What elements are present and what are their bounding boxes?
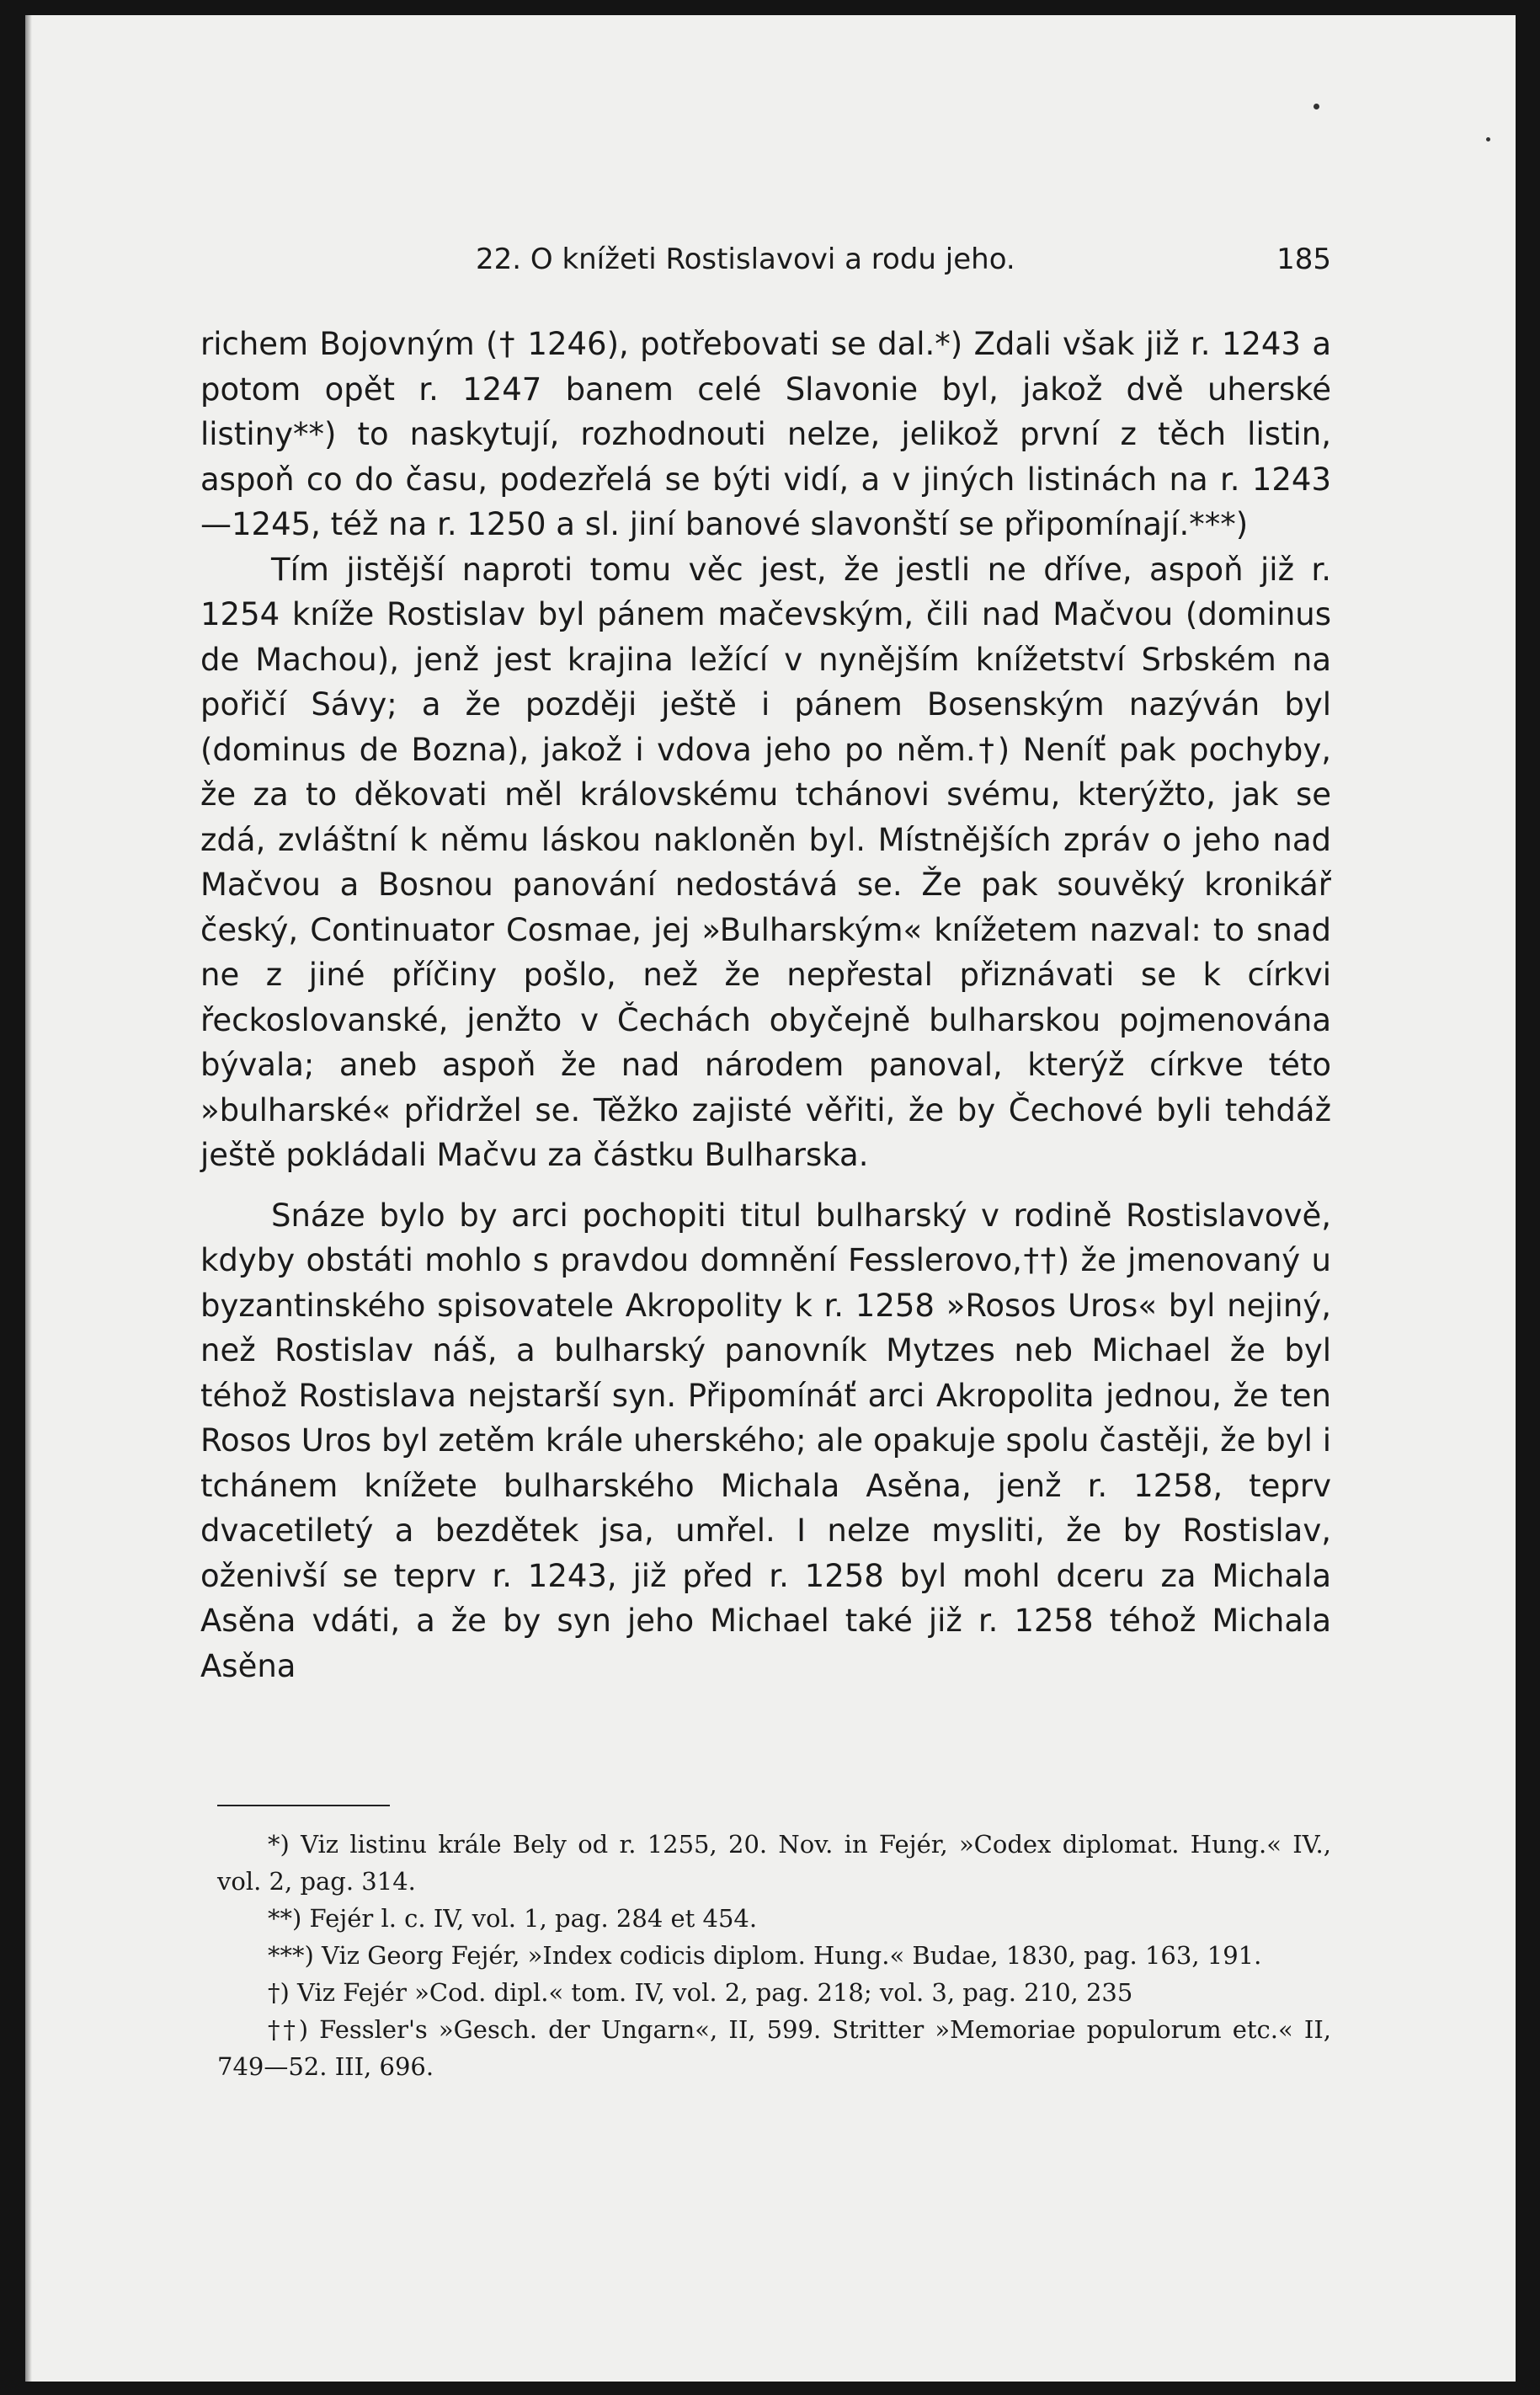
chapter-title: 22. O knížeti Rostislavovi a rodu jeho. bbox=[476, 243, 1015, 276]
paragraph: richem Bojovným († 1246), potřebovati se dal.*) Zdali však již r. 1243 a potom opět r. 1247 banem celé Slavonie byl, jakož dvě uherské listiny**) to naskytují, rozhodnouti nelze, jelikož první z těch listin, aspoň co do času, podezřelá se býti vidí, a v jiných listinách na r. 1243—1245, též na r. 1250 a sl. jiní banové slavonští se připomínají.***) bbox=[200, 326, 1331, 542]
footnote: †) Viz Fejér »Cod. dipl.« tom. IV, vol. 2, pag. 218; vol. 3, pag. 210, 235 bbox=[268, 1978, 1133, 2007]
footnote: ***) Viz Georg Fejér, »Index codicis diplom. Hung.« Budae, 1830, pag. 163, 191. bbox=[268, 1941, 1262, 1970]
print-speck bbox=[1314, 104, 1319, 109]
footnote: ††) Fessler's »Gesch. der Ungarn«, II, 599. Stritter »Memoriae populorum etc.« II, 749—52. III, 696. bbox=[217, 2015, 1331, 2081]
paragraph: Snáze bylo by arci pochopiti titul bulharský v rodině Rostislavově, kdyby obstáti mohlo s pravdou domnění Fesslerovo,††) že jmenovaný u byzantinského spisovatele Akropolity k r. 1258 »Rosos Uros« byl nejiný, než Rostislav náš, a bulharský panovník Mytzes neb Michael že byl téhož Rostislava nejstarší syn. Připomínáť arci Akropolita jednou, že ten Rosos Uros byl zetěm krále uherského; ale opakuje spolu častěji, že byl i tchánem knížete bulharského Michala Asěna, jenž r. 1258, teprv dvacetiletý a bezdětek jsa, umřel. I nelze mysliti, že by Rostislav, oženivší se teprv r. 1243, již před r. 1258 byl mohl dceru za Michala Asěna vdáti, a že by syn jeho Michael také již r. 1258 téhož Michala Asěna bbox=[200, 1197, 1331, 1684]
paragraph: Tím jistější naproti tomu věc jest, že jestli ne dříve, aspoň již r. 1254 kníže Rostislav byl pánem mačevským, čili nad Mačvou (dominus de Machou), jenž jest krajina ležící v nynějším knížetství Srbském na pořičí Sávy; a že později ještě i pánem Bosenským nazýván byl (dominus de Bozna), jakož i vdova jeho po něm.†) Neníť pak pochyby, že za to děkovati měl královskému tchánovi svému, kterýžto, jak se zdá, zvláštní k němu láskou nakloněn byl. Místnějších zpráv o jeho nad Mačvou a Bosnou panování nedostává se. Že pak souvěký kronikář český, Continuator Cosmae, jej »Bulharským« knížetem nazval: to snad ne z jiné příčiny pošlo, než že nepřestal přiznávati se k církvi řeckoslovanské, jenžto v Čechách obyčejně bulharskou pojmenována bývala; aneb aspoň že nad národem panoval, kterýž církve této »bulharské« přidržel se. Těžko zajisté věřiti, že by Čechové byli tehdáž ještě pokládali Mačvu za částku Bulharska. bbox=[200, 551, 1331, 1173]
print-speck bbox=[1486, 137, 1490, 141]
page-number: 185 bbox=[1276, 243, 1331, 276]
body-text bbox=[200, 322, 1331, 1688]
footnote: **) Fejér l. c. IV, vol. 1, pag. 284 et 454. bbox=[268, 1904, 758, 1933]
footnote-divider bbox=[217, 1805, 390, 1806]
book-page bbox=[25, 15, 1516, 2382]
footnote: *) Viz listinu krále Bely od r. 1255, 20. Nov. in Fejér, »Codex diplomat. Hung.« IV., vol. 2, pag. 314. bbox=[217, 1830, 1331, 1896]
footnotes bbox=[217, 1826, 1331, 2085]
page-binding-edge bbox=[25, 15, 32, 2382]
running-head bbox=[200, 243, 1331, 285]
